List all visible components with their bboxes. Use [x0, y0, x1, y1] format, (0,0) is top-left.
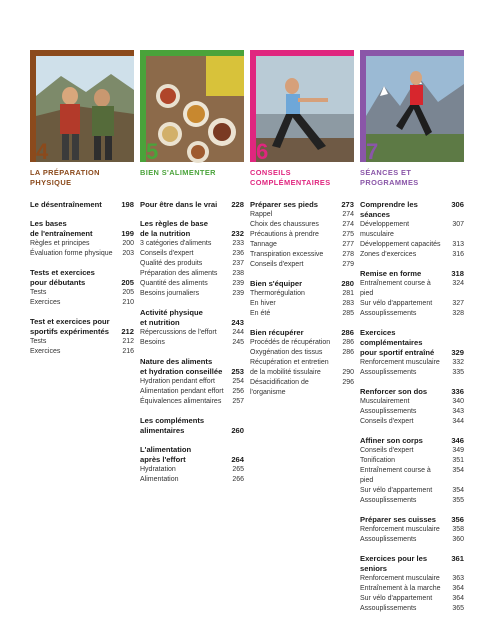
toc-entry-text: Quantité des aliments: [140, 280, 208, 287]
toc-entry: [360, 397, 464, 407]
toc-entry-text: Renforcement musculaire: [360, 359, 440, 366]
toc-entry: [30, 288, 134, 298]
toc-entry-text: alimentaires: [140, 426, 185, 435]
toc-entry-text: Exercices: [30, 348, 61, 355]
toc-entry-text: Assouplissements: [360, 408, 417, 415]
toc-page-number: 237: [232, 260, 244, 267]
section-column-4: [30, 50, 134, 366]
toc-entry-text: Équivalences alimentaires: [140, 398, 222, 405]
toc-entry-text: Affiner son corps: [360, 436, 423, 445]
section-number: 5: [146, 139, 159, 164]
toc-heading: [140, 416, 244, 426]
toc-heading: [360, 200, 464, 220]
toc-entry-text: Tests: [30, 289, 47, 296]
toc-page-number: 280: [341, 279, 354, 288]
toc-entry-text: Alimentation pendant effort: [140, 388, 224, 395]
toc-page-number: 364: [452, 595, 464, 602]
toc-group: [140, 219, 244, 299]
toc-heading: [250, 279, 354, 289]
toc-list: [250, 200, 354, 398]
toc-entry-text: Entraînement course à pied: [360, 280, 431, 297]
toc-heading: [140, 455, 244, 465]
toc-entry-text: Désacidification de l'organisme: [250, 379, 309, 396]
toc-page-number: 210: [122, 299, 134, 306]
toc-entry-text: Le désentraînement: [30, 200, 102, 209]
toc-entry: [360, 309, 464, 319]
toc-page-number: 290: [342, 369, 354, 376]
toc-page-number: 238: [232, 270, 244, 277]
toc-page-number: 332: [452, 359, 464, 366]
toc-entry: [250, 348, 354, 358]
toc-entry-text: Tannage: [250, 241, 277, 248]
toc-page-number: 212: [121, 327, 134, 336]
toc-entry-text: 3 catégories d'aliments: [140, 240, 212, 247]
toc-group: [30, 268, 134, 308]
toc-entry-text: Hydratation: [140, 466, 176, 473]
toc-group: [360, 436, 464, 506]
toc-heading: [30, 278, 134, 288]
toc-group: [30, 219, 134, 259]
toc-heading: [140, 445, 244, 455]
toc-group: [140, 416, 244, 436]
toc-entry: [360, 417, 464, 427]
toc-page-number: 273: [341, 200, 354, 209]
toc-heading: [30, 268, 134, 278]
section-title: LA PRÉPARATION PHYSIQUE: [30, 168, 100, 187]
toc-group: [360, 200, 464, 260]
toc-entry: [30, 239, 134, 249]
toc-heading: [360, 387, 464, 397]
toc-heading: [140, 367, 244, 377]
toc-group: [140, 445, 244, 485]
toc-entry: [140, 475, 244, 485]
toc-entry-text: Remise en forme: [360, 269, 422, 278]
toc-page-number: 340: [452, 398, 464, 405]
toc-entry-text: Conseils d'expert: [140, 250, 194, 257]
toc-page-number: 363: [452, 575, 464, 582]
toc-page-number: 361: [451, 554, 464, 563]
section-title: CONSEILS COMPLÉMENTAIRES: [250, 168, 331, 187]
toc-group: [360, 515, 464, 545]
toc-entry: [250, 358, 354, 368]
hikers-photo: [36, 56, 134, 162]
toc-page-number: 354: [452, 467, 464, 474]
toc-entry-text: Tonification: [360, 457, 396, 464]
toc-entry-text: Thermorégulation: [250, 290, 305, 297]
toc-entry: [250, 220, 354, 230]
toc-heading: [360, 554, 464, 574]
toc-entry-text: Conseils d'expert: [360, 447, 414, 454]
toc-entry-text: Activité physique: [140, 308, 203, 317]
toc-page-number: 360: [452, 536, 464, 543]
toc-page-number: 257: [232, 398, 244, 405]
toc-entry: [360, 446, 464, 456]
toc-group: [30, 317, 134, 357]
toc-entry-text: Récupération et entretien: [250, 359, 329, 366]
toc-entry-text: Assouplissements: [360, 605, 417, 612]
toc-entry-text: Comprendre les séances: [360, 200, 418, 219]
toc-heading: [140, 318, 244, 328]
toc-entry: [250, 260, 354, 270]
toc-entry: [360, 584, 464, 594]
toc-page-number: 236: [232, 250, 244, 257]
toc-page-number: 313: [452, 241, 464, 248]
toc-page-number: 329: [451, 348, 464, 357]
toc-entry: [140, 239, 244, 249]
toc-entry: [250, 240, 354, 250]
section-header-6: [250, 50, 354, 162]
toc-entry-text: L'alimentation: [140, 445, 192, 454]
toc-entry-text: Sur vélo d'appartement: [360, 300, 433, 307]
toc-entry-text: pour débutants: [30, 278, 86, 287]
toc-page-number: 200: [122, 240, 134, 247]
section-title: BIEN S'ALIMENTER: [140, 168, 216, 177]
toc-entry: [140, 387, 244, 397]
toc-entry-text: Choix des chaussures: [250, 221, 319, 228]
toc-entry-text: Oxygénation des tissus: [250, 349, 323, 356]
toc-page-number: 239: [232, 290, 244, 297]
toc-page-number: 286: [341, 328, 354, 337]
toc-entry: [250, 378, 354, 398]
toc-group: [250, 279, 354, 319]
toc-page-number: 364: [452, 585, 464, 592]
toc-list: [140, 200, 244, 485]
toc-page-number: 256: [232, 388, 244, 395]
toc-page-number: 296: [342, 379, 354, 386]
toc-entry-text: Sur vélo d'appartement: [360, 595, 433, 602]
toc-entry-text: Bien s'équiper: [250, 279, 303, 288]
toc-entry-text: Exercices: [30, 299, 61, 306]
toc-heading: [360, 515, 464, 525]
toc-page-number: 205: [122, 289, 134, 296]
toc-group: [250, 328, 354, 398]
toc-group: [140, 308, 244, 348]
toc-entry-text: Développement capacités: [360, 241, 441, 248]
toc-heading: [140, 200, 244, 210]
toc-page-number: 355: [452, 497, 464, 504]
toc-entry: [360, 358, 464, 368]
stretching-photo: [256, 56, 354, 162]
toc-page-number: 307: [452, 221, 464, 228]
toc-entry-text: Exercices pour les seniors: [360, 554, 428, 573]
toc-page-number: 216: [122, 348, 134, 355]
toc-entry-text: de l'entraînement: [30, 229, 93, 238]
food-photo: [146, 56, 244, 162]
toc-page-number: 335: [452, 369, 464, 376]
toc-page-number: 279: [342, 261, 354, 268]
toc-heading: [30, 200, 134, 210]
toc-group: [360, 554, 464, 614]
toc-heading: [360, 436, 464, 446]
toc-entry-text: Test et exercices pour: [30, 317, 110, 326]
toc-entry: [360, 466, 464, 486]
toc-entry-text: Pour être dans le vrai: [140, 200, 218, 209]
toc-page-number: 233: [232, 240, 244, 247]
toc-page-number: 274: [342, 211, 354, 218]
toc-entry-text: Renforcer son dos: [360, 387, 428, 396]
toc-entry: [360, 407, 464, 417]
toc-heading: [140, 357, 244, 367]
toc-page-number: 274: [342, 221, 354, 228]
toc-entry-text: Besoins: [140, 339, 165, 346]
toc-group: [30, 200, 134, 210]
toc-entry: [250, 309, 354, 319]
toc-list: [360, 200, 464, 614]
toc-heading: [30, 229, 134, 239]
toc-page-number: 343: [452, 408, 464, 415]
toc-heading: [30, 317, 134, 327]
toc-entry: [360, 496, 464, 506]
toc-page-number: 243: [231, 318, 244, 327]
toc-entry-text: Développement musculaire: [360, 221, 410, 238]
toc-entry-text: Préparation des aliments: [140, 270, 218, 277]
toc-heading: [360, 348, 464, 358]
toc-page-number: 327: [452, 300, 464, 307]
toc-page-number: 346: [451, 436, 464, 445]
toc-page-number: 358: [452, 526, 464, 533]
toc-entry-text: Assouplissements: [360, 310, 417, 317]
toc-page-number: 281: [342, 290, 354, 297]
toc-entry-text: Préparer ses cuisses: [360, 515, 436, 524]
toc-entry: [360, 574, 464, 584]
toc-page-number: 212: [122, 338, 134, 345]
toc-page-number: 253: [231, 367, 244, 376]
toc-entry-text: Rappel: [250, 211, 273, 218]
toc-entry: [140, 289, 244, 299]
section-number: 6: [256, 139, 269, 164]
toc-entry-text: Sur vélo d'appartement: [360, 487, 433, 494]
toc-page-number: 245: [232, 339, 244, 346]
toc-group: [140, 357, 244, 407]
toc-group: [360, 328, 464, 378]
toc-page-number: 203: [122, 250, 134, 257]
toc-page-number: 318: [451, 269, 464, 278]
toc-entry: [30, 347, 134, 357]
toc-heading: [140, 229, 244, 239]
toc-heading: [140, 308, 244, 318]
toc-entry-text: Conseils d'expert: [250, 261, 304, 268]
toc-entry: [250, 250, 354, 260]
toc-entry: [360, 525, 464, 535]
toc-page-number: 351: [452, 457, 464, 464]
toc-entry: [30, 298, 134, 308]
toc-page-number: 285: [342, 310, 354, 317]
toc-entry-text: En été: [250, 310, 271, 317]
toc-entry-text: sportifs expérimentés: [30, 327, 109, 336]
section-column-5: [140, 50, 244, 494]
toc-page-number: 354: [452, 487, 464, 494]
toc-list: [30, 200, 134, 357]
toc-entry-text: Les bases: [30, 219, 67, 228]
toc-page-number: 344: [452, 418, 464, 425]
toc-heading: [250, 200, 354, 210]
toc-entry-text: Règles et principes: [30, 240, 90, 247]
toc-entry-text: Renforcement musculaire: [360, 526, 440, 533]
toc-page-number: 232: [231, 229, 244, 238]
toc-entry: [250, 299, 354, 309]
toc-entry-text: En hiver: [250, 300, 276, 307]
toc-entry: [140, 259, 244, 269]
toc-page-number: 278: [342, 251, 354, 258]
toc-entry: [250, 230, 354, 240]
toc-page-number: 316: [452, 251, 464, 258]
section-number: 4: [36, 139, 49, 164]
toc-heading: [140, 426, 244, 436]
toc-heading: [140, 219, 244, 229]
toc-entry-text: Assouplissements: [360, 497, 417, 504]
toc-page-number: 356: [451, 515, 464, 524]
toc-entry: [360, 594, 464, 604]
toc-entry: [30, 337, 134, 347]
toc-entry-text: Musculairement: [360, 398, 410, 405]
toc-page-number: 365: [452, 605, 464, 612]
toc-entry: [140, 338, 244, 348]
toc-entry: [140, 328, 244, 338]
toc-entry-text: Procédés de récupération: [250, 339, 331, 346]
toc-entry: [140, 465, 244, 475]
toc-group: [360, 269, 464, 319]
toc-page-number: 324: [452, 280, 464, 287]
toc-entry-text: Renforcement musculaire: [360, 575, 440, 582]
toc-heading: [360, 328, 464, 348]
toc-page-number: 265: [232, 466, 244, 473]
toc-group: [360, 387, 464, 427]
toc-page-number: 328: [452, 310, 464, 317]
toc-entry-text: Nature des aliments: [140, 357, 213, 366]
toc-entry-text: pour sportif entraîné: [360, 348, 435, 357]
toc-entry-text: Assouplissements: [360, 369, 417, 376]
toc-entry-text: de la nutrition: [140, 229, 191, 238]
toc-page-number: 306: [451, 200, 464, 209]
toc-entry: [140, 249, 244, 259]
toc-page-number: 275: [342, 231, 354, 238]
toc-entry: [30, 249, 134, 259]
toc-entry-text: Assouplissements: [360, 536, 417, 543]
toc-page-number: 198: [121, 200, 134, 209]
toc-entry: [140, 279, 244, 289]
toc-page-number: 286: [342, 349, 354, 356]
toc-entry: [360, 240, 464, 250]
toc-entry: [250, 338, 354, 348]
section-header-7: [360, 50, 464, 162]
section-number: 7: [366, 139, 379, 164]
toc-entry-text: Hydration pendant effort: [140, 378, 215, 385]
toc-entry-text: et nutrition: [140, 318, 180, 327]
toc-entry-text: de la mobilité tissulaire: [250, 369, 321, 376]
toc-group: [250, 200, 354, 270]
toc-page-number: 277: [342, 241, 354, 248]
toc-group: [140, 200, 244, 210]
toc-entry: [250, 289, 354, 299]
toc-entry-text: Transpiration excessive: [250, 251, 324, 258]
toc-heading: [30, 219, 134, 229]
toc-entry-text: Zones d'exercices: [360, 251, 417, 258]
toc-page-number: 349: [452, 447, 464, 454]
toc-page-number: 266: [232, 476, 244, 483]
section-header-5: [140, 50, 244, 162]
toc-page-number: 286: [342, 339, 354, 346]
toc-entry-text: Conseils d'expert: [360, 418, 414, 425]
toc-entry-text: Qualité des produits: [140, 260, 203, 267]
toc-page-number: 199: [121, 229, 134, 238]
section-column-6: [250, 50, 354, 407]
toc-entry-text: et hydration conseillée: [140, 367, 223, 376]
toc-entry: [360, 604, 464, 614]
toc-page-number: 239: [232, 280, 244, 287]
toc-page-number: 205: [121, 278, 134, 287]
toc-page-number: 228: [231, 200, 244, 209]
toc-entry: [360, 299, 464, 309]
toc-heading: [30, 327, 134, 337]
toc-entry: [140, 397, 244, 407]
runner-photo: [366, 56, 464, 162]
toc-entry-text: Répercussions de l'effort: [140, 329, 217, 336]
toc-entry: [360, 368, 464, 378]
toc-page-number: 244: [232, 329, 244, 336]
toc-heading: [360, 269, 464, 279]
toc-entry-text: Besoins journaliers: [140, 290, 200, 297]
section-column-7: [360, 50, 464, 623]
toc-entry-text: Entraînement à la marche: [360, 585, 441, 592]
toc-entry: [360, 279, 464, 299]
toc-heading: [250, 328, 354, 338]
toc-entry-text: Bien récupérer: [250, 328, 304, 337]
toc-entry: [360, 535, 464, 545]
toc-entry: [360, 456, 464, 466]
section-title: SÉANCES ET PROGRAMMES: [360, 168, 419, 187]
toc-entry-text: après l'effort: [140, 455, 186, 464]
toc-entry-text: Les règles de base: [140, 219, 208, 228]
toc-page-number: 264: [231, 455, 244, 464]
toc-entry-text: Les compléments: [140, 416, 205, 425]
toc-entry-text: Préparer ses pieds: [250, 200, 318, 209]
toc-entry: [250, 368, 354, 378]
toc-entry-text: Précautions à prendre: [250, 231, 319, 238]
toc-entry-text: Évaluation forme physique: [30, 250, 113, 257]
section-header-4: [30, 50, 134, 162]
toc-page-number: 260: [231, 426, 244, 435]
toc-entry: [250, 210, 354, 220]
toc-entry: [360, 486, 464, 496]
toc-page-number: 254: [232, 378, 244, 385]
toc-entry: [360, 250, 464, 260]
toc-entry-text: Tests et exercices: [30, 268, 95, 277]
toc-entry-text: Entraînement course à pied: [360, 467, 431, 484]
toc-entry-text: Exercices complémentaires: [360, 328, 423, 347]
toc-page-number: 336: [451, 387, 464, 396]
toc-entry: [360, 220, 464, 240]
toc-entry: [140, 377, 244, 387]
toc-entry: [140, 269, 244, 279]
toc-entry-text: Alimentation: [140, 476, 179, 483]
toc-page-number: 283: [342, 300, 354, 307]
toc-entry-text: Tests: [30, 338, 47, 345]
